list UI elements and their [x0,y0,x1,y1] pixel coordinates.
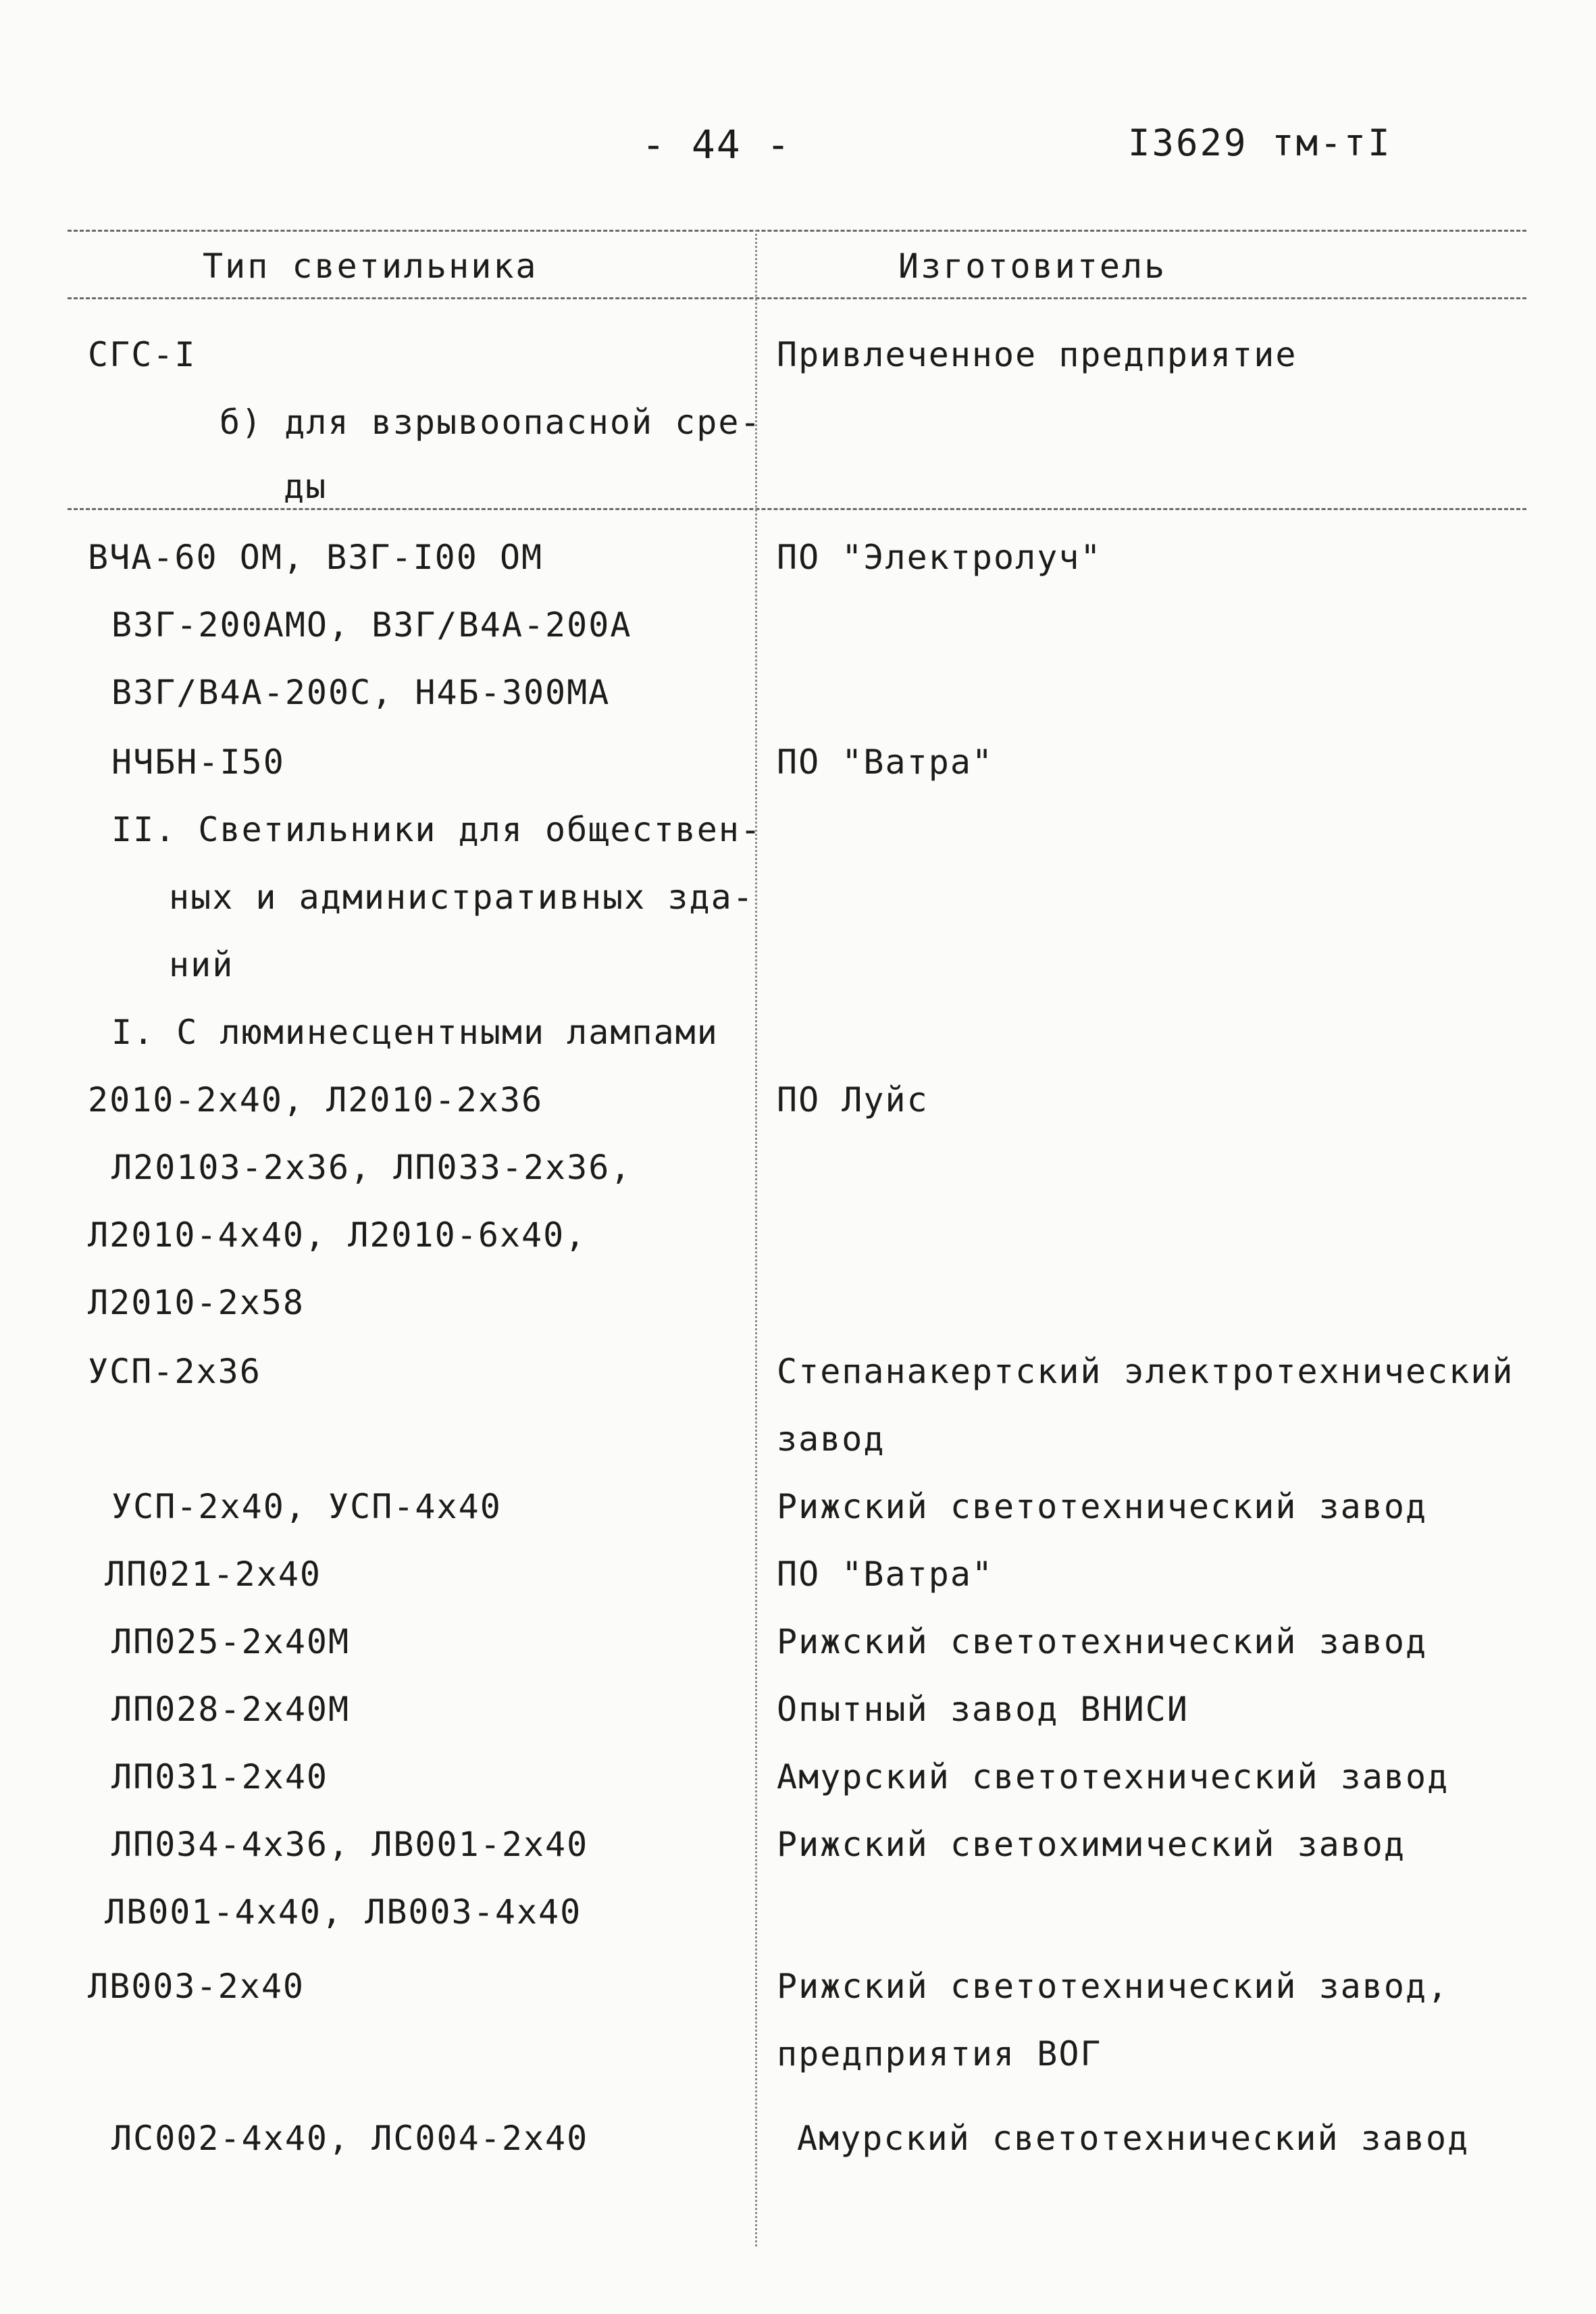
row-manufacturer: завод [777,1419,885,1459]
row-type: ВЗГ-200АМО, ВЗГ/В4А-200А [111,605,632,645]
row-type: УСП-2х40, УСП-4х40 [111,1487,502,1526]
row-type: ды [284,467,328,506]
header-bottom-rule [68,297,1526,299]
row-manufacturer: Привлеченное предприятие [777,335,1297,374]
column-divider [755,230,757,2246]
row-manufacturer: ПО "Ватра" [777,1555,994,1594]
row-type: ЛП028-2х40М [111,1690,351,1729]
row-manufacturer: Амурский светотехнический завод [797,2119,1470,2158]
row-type: ЛВ001-4х40, ЛВ003-4х40 [105,1892,582,1932]
row-manufacturer: Рижский светотехнический завод [777,1487,1428,1526]
document-code: I3629 тм-тI [1128,122,1392,164]
row-manufacturer: Амурский светотехнический завод [777,1757,1449,1796]
row-manufacturer: Рижский светотехнический завод [777,1622,1428,1661]
row-manufacturer: Степанакертский электротехнический [777,1352,1514,1391]
row-type: ЛС002-4х40, ЛС004-2х40 [111,2119,589,2158]
row-type: I. С люминесцентными лампами [111,1013,719,1052]
row-manufacturer: предприятия ВОГ [777,2034,1102,2073]
row-manufacturer: Рижский светотехнический завод, [777,1967,1449,2006]
row-type: ЛВ003-2х40 [88,1967,305,2006]
row-type: ЛП034-4х36, ЛВ001-2х40 [111,1825,589,1864]
section-rule [68,508,1526,510]
row-type: ВЧА-60 ОМ, ВЗГ-I00 ОМ [88,538,544,577]
page-number: - 44 - [642,122,792,168]
row-manufacturer: ПО "Ватра" [777,743,994,782]
row-type: ВЗГ/В4А-200С, Н4Б-300МА [111,673,611,712]
col-header-type: Тип светильника [203,247,538,286]
row-type: НЧБН-I50 [111,743,285,782]
row-type: Л2010-2х58 [88,1283,305,1322]
row-type: СГС-I [88,335,197,374]
row-type: ЛП021-2х40 [105,1555,322,1594]
row-type: II. Светильники для обществен- [111,810,763,849]
row-type: УСП-2х36 [88,1352,261,1391]
row-type: Л20103-2х36, ЛП033-2х36, [111,1148,632,1187]
row-type: Л2010-4х40, Л2010-6х40, [88,1215,587,1255]
row-manufacturer: ПО "Электролуч" [777,538,1102,577]
col-header-manufacturer: Изготовитель [898,247,1167,286]
row-manufacturer: Опытный завод ВНИСИ [777,1690,1189,1729]
table-top-rule [68,230,1526,232]
row-type: б) для взрывоопасной сре- [220,403,762,442]
row-type: ных и административных зда- [169,878,754,917]
row-manufacturer: Рижский светохимический завод [777,1825,1406,1864]
row-type: ний [169,945,234,984]
row-type: ЛП025-2х40М [111,1622,351,1661]
row-type: 2010-2х40, Л2010-2х36 [88,1080,544,1120]
row-manufacturer: ПО Луйс [777,1080,929,1120]
row-type: ЛП031-2х40 [111,1757,329,1796]
